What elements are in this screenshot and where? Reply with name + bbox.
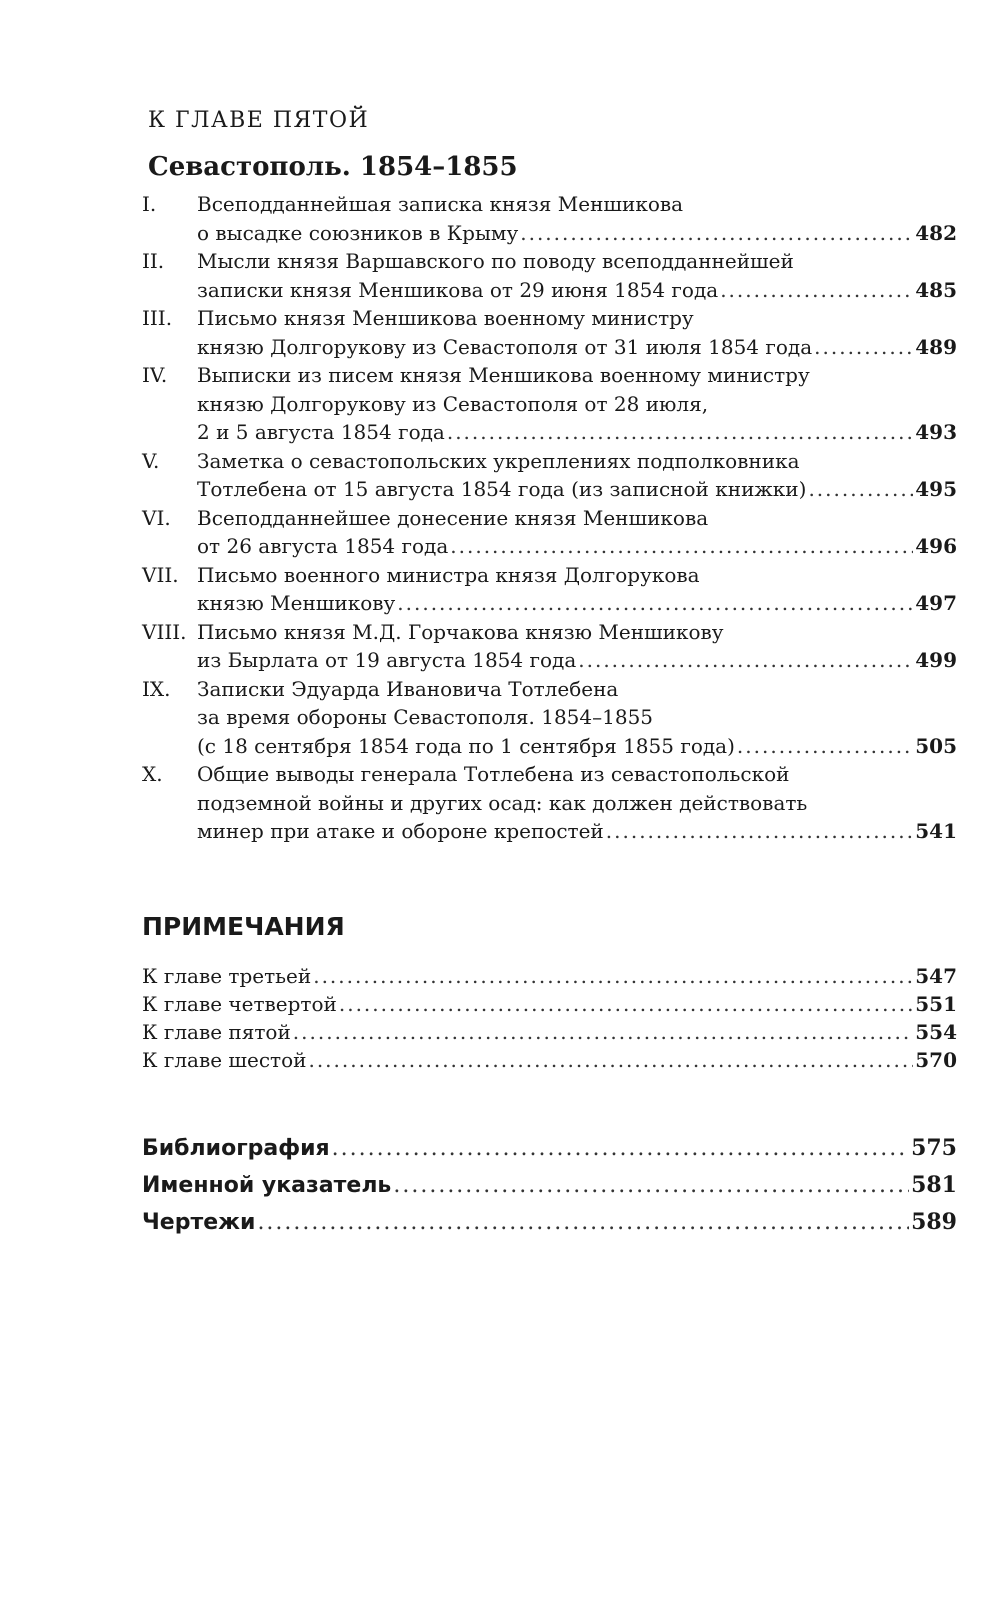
entry-line: Общие выводы генерала Тотлебена из севастопольской [197, 762, 790, 786]
leader-dots [332, 1130, 909, 1167]
back-matter-label: Именной указатель [142, 1173, 392, 1198]
entry-number: VII. [142, 562, 179, 587]
entry-line: Записки Эдуарда Ивановича Тотлебена [197, 676, 619, 701]
toc-entry [142, 447, 957, 504]
leader-dots [578, 646, 913, 675]
toc-entry [142, 504, 957, 561]
leader-dots [308, 1046, 913, 1074]
note-label: К главе пятой [142, 1020, 291, 1044]
entry-line: минер при атаке и обороне крепостей [197, 819, 604, 843]
entry-number: III. [142, 306, 173, 330]
entry-line: Всеподданнейшая записка князя Меншикова [197, 192, 684, 216]
entry-body [197, 504, 957, 561]
back-matter-entry [142, 1130, 957, 1167]
entry-body [197, 247, 957, 304]
entry-number: X. [142, 762, 163, 786]
entry-number: V. [142, 448, 160, 473]
leader-dots [447, 418, 913, 447]
toc-entry [142, 760, 957, 846]
leader-dots [606, 817, 913, 846]
entry-last-line [197, 276, 957, 305]
entry-number: II. [142, 249, 165, 273]
leader-dots [450, 532, 913, 561]
entry-body [197, 760, 957, 846]
entry-line: от 26 августа 1854 года [197, 534, 449, 558]
entry-line: Письмо князя М.Д. Горчакова князю Меншикову [197, 619, 724, 644]
page-number: 575 [911, 1135, 957, 1161]
leader-dots [293, 1018, 913, 1046]
entry-number: IV. [142, 363, 168, 387]
entry-line: князю Долгорукову из Севастополя от 31 июля 1854 года [197, 334, 813, 359]
leader-dots [808, 475, 913, 504]
leader-dots [393, 1167, 909, 1204]
section-title: Севастополь. 1854–1855 [148, 152, 518, 182]
chapter-label: К ГЛАВЕ ПЯТОЙ [148, 108, 370, 133]
entry-last-line [197, 817, 957, 846]
page-number: 570 [915, 1048, 957, 1072]
entry-line: Письмо князя Меншикова военному министру [197, 306, 694, 330]
entry-body [197, 675, 957, 761]
toc-entry [142, 361, 957, 447]
note-entry [142, 1046, 957, 1074]
page-number: 482 [915, 220, 957, 245]
back-matter-label: Чертежи [142, 1210, 256, 1235]
page-number: 551 [915, 992, 957, 1016]
entry-last-line [197, 646, 957, 675]
page-number: 495 [915, 477, 957, 501]
page-number: 497 [915, 591, 957, 615]
entry-line: (с 18 сентября 1854 года по 1 сентября 1855 года) [197, 733, 735, 758]
leader-dots [397, 589, 913, 618]
note-label: К главе третьей [142, 964, 312, 988]
entry-line: Всеподданнейшее донесение князя Меншикова [197, 505, 709, 530]
entry-last-line [197, 732, 957, 761]
toc-entry [142, 304, 957, 361]
toc-entry [142, 675, 957, 761]
entry-line: подземной войны и других осад: как должен действовать [197, 790, 808, 815]
toc-entry [142, 618, 957, 675]
notes-heading: ПРИМЕЧАНИЯ [142, 912, 345, 941]
page-number: 489 [915, 334, 957, 359]
leader-dots [257, 1204, 909, 1241]
entry-line: Письмо военного министра князя Долгорукова [197, 562, 700, 587]
entry-number: VIII. [142, 619, 187, 644]
entry-line: из Бырлата от 19 августа 1854 года [197, 648, 577, 672]
entry-last-line [197, 532, 957, 561]
entry-last-line [197, 219, 957, 248]
page-number: 581 [911, 1172, 957, 1198]
page-number: 589 [911, 1209, 957, 1235]
note-entry [142, 990, 957, 1018]
entry-line: князю Долгорукову из Севастополя от 28 июля, [197, 391, 709, 416]
entry-body [197, 447, 957, 504]
entry-last-line [197, 333, 957, 362]
page-number: 485 [915, 277, 957, 302]
entry-body [197, 618, 957, 675]
page-number: 554 [915, 1020, 957, 1044]
entry-number: I. [142, 192, 157, 216]
notes-list [142, 962, 957, 1074]
entry-line: Выписки из писем князя Меншикова военному министру [197, 363, 810, 387]
entry-number: IX. [142, 676, 171, 701]
entry-line: Тотлебена от 15 августа 1854 года (из записной книжки) [197, 477, 807, 501]
toc-entry [142, 247, 957, 304]
page-number: 547 [915, 964, 957, 988]
page-number: 541 [915, 819, 957, 843]
entry-last-line [197, 475, 957, 504]
page-number: 496 [915, 534, 957, 558]
entry-line: за время обороны Севастополя. 1854–1855 [197, 705, 654, 729]
entry-body [197, 190, 957, 247]
entry-last-line [197, 418, 957, 447]
page-number: 499 [915, 648, 957, 672]
leader-dots [737, 732, 913, 761]
toc-entry [142, 190, 957, 247]
entry-line: 2 и 5 августа 1854 года [197, 420, 445, 444]
note-entry [142, 1018, 957, 1046]
entry-line: записки князя Меншикова от 29 июня 1854 года [197, 277, 719, 302]
back-matter-list [142, 1130, 957, 1241]
entry-last-line [197, 589, 957, 618]
note-label: К главе шестой [142, 1048, 307, 1072]
entry-line: Заметка о севастопольских укреплениях подполковника [197, 448, 800, 473]
leader-dots [720, 276, 913, 305]
note-label: К главе четвертой [142, 992, 337, 1016]
back-matter-label: Библиография [142, 1136, 330, 1161]
page-number: 505 [915, 733, 957, 758]
leader-dots [520, 219, 913, 248]
toc-entry [142, 561, 957, 618]
leader-dots [313, 962, 913, 990]
entry-body [197, 304, 957, 361]
page-number: 493 [915, 420, 957, 444]
entry-body [197, 361, 957, 447]
entry-line: о высадке союзников в Крыму [197, 220, 519, 245]
back-matter-entry [142, 1167, 957, 1204]
leader-dots [339, 990, 913, 1018]
toc-entries [142, 190, 957, 846]
entry-line: Мысли князя Варшавского по поводу всеподданнейшей [197, 249, 794, 273]
back-matter-entry [142, 1204, 957, 1241]
entry-number: VI. [142, 505, 171, 530]
leader-dots [814, 333, 913, 362]
entry-body [197, 561, 957, 618]
note-entry [142, 962, 957, 990]
entry-line: князю Меншикову [197, 591, 396, 615]
